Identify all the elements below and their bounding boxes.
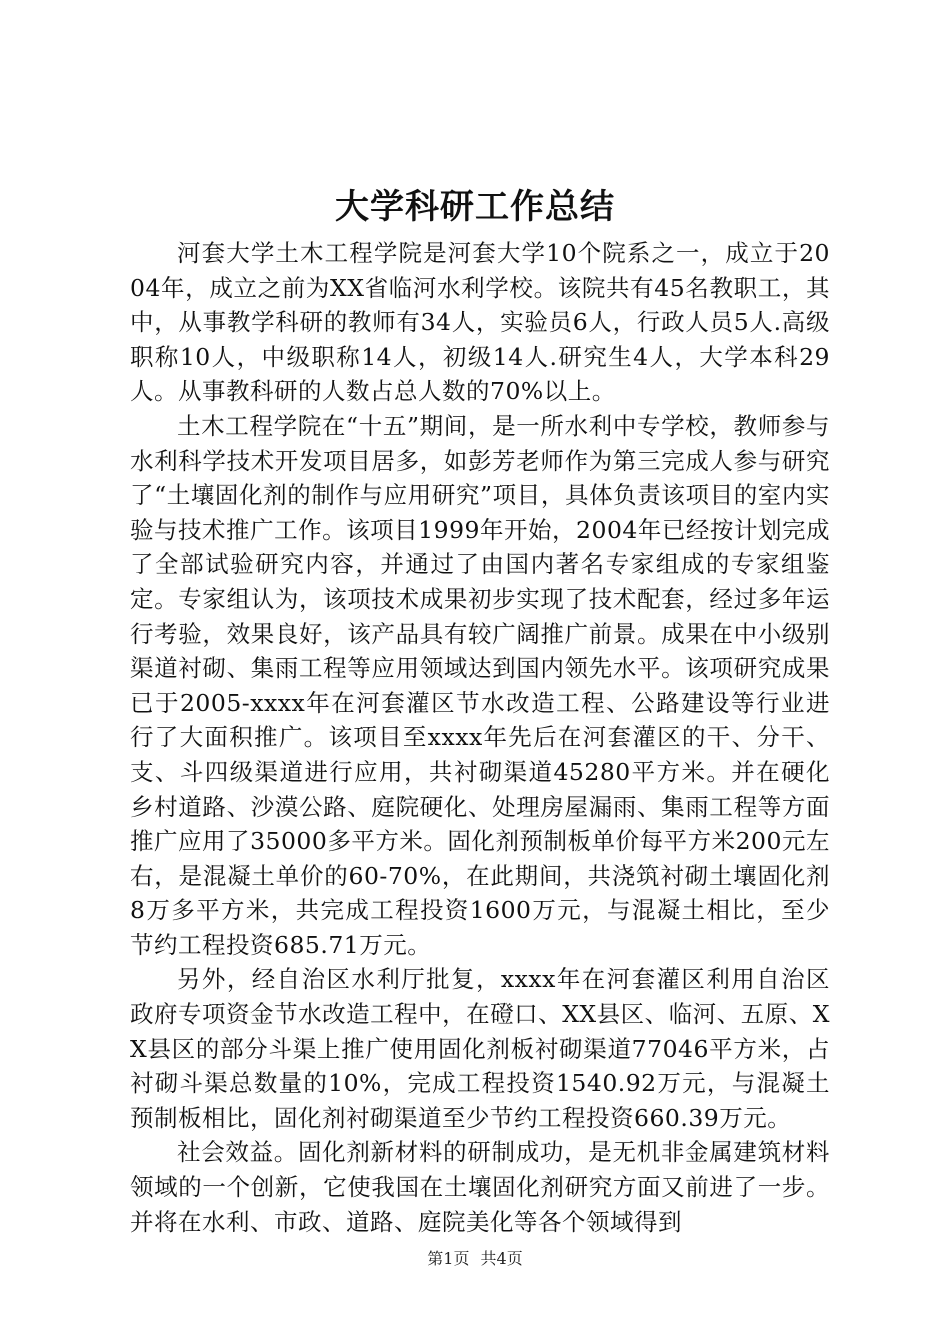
paragraph-3: 另外，经自治区水利厅批复，xxxx年在河套灌区利用自治区政府专项资金节水改造工程中，在磴口、XX县区、临河、五原、XX县区的部分斗渠上推广使用固化剂板衬砌渠道77046平方米，占衬砌斗渠总数量的10%，完成工程投资1540.92万元，与混凝土预制板相比，固化剂衬砌渠道至少节约工程投资660.39万元。 [130,965,830,1132]
page-footer [0,1248,950,1270]
page-total: 共4页 [480,1249,523,1268]
paragraph-1: 河套大学土木工程学院是河套大学10个院系之一，成立于2004年，成立之前为XX省临河水利学校。该院共有45名教职工，其中，从事教学科研的教师有34人，实验员6人，行政人员5人.高级职称10人，中级职称14人，初级14人.研究生4人，大学本科29人。从事教科研的人数占总人数的70%以上。 [130,239,830,406]
paragraph-4: 社会效益。固化剂新材料的研制成功，是无机非金属建筑材料领域的一个创新，它使我国在土壤固化剂研究方面又前进了一步。并将在水利、市政、道路、庭院美化等各个领域得到 [130,1138,830,1236]
document-title: 大学科研工作总结 [335,187,615,227]
document-body [130,236,830,1239]
paragraph-2: 土木工程学院在“十五”期间，是一所水利中专学校，教师参与水利科学技术开发项目居多，如彭芳老师作为第三完成人参与研究了“土壤固化剂的制作与应用研究”项目，具体负责该项目的室内实验与技术推广工作。该项目1999年开始，2004年已经按计划完成了全部试验研究内容，并通过了由国内著名专家组成的专家组鉴定。专家组认为，该项技术成果初步实现了技术配套，经过多年运行考验，效果良好，该产品具有较广阔推广前景。成果在中小级别渠道衬砌、集雨工程等应用领域达到国内领先水平。该项研究成果已于2005-xxxx年在河套灌区节水改造工程、公路建设等行业进行了大面积推广。该项目至xxxx年先后在河套灌区的干、分干、支、斗四级渠道进行应用，共衬砌渠道45280平方米。并在硬化乡村道路、沙漠公路、庭院硬化、处理房屋漏雨、集雨工程等方面推广应用了35000多平方米。固化剂预制板单价每平方米200元左右，是混凝土单价的60-70%，在此期间，共浇筑衬砌土壤固化剂8万多平方米，共完成工程投资1600万元，与混凝土相比，至少节约工程投资685.71万元。 [130,411,830,959]
page-number: 第1页 [427,1249,470,1268]
